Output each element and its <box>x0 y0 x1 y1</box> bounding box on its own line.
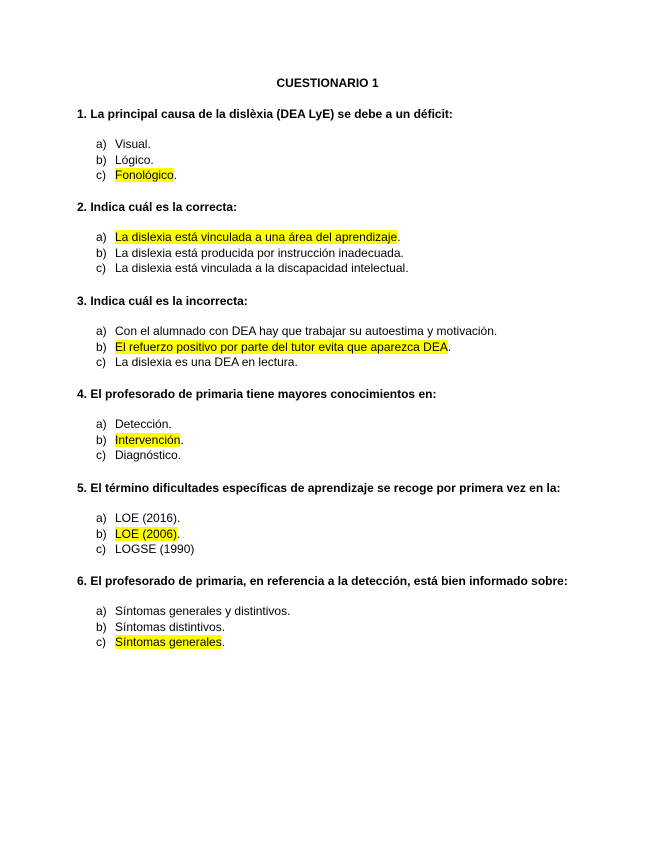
question-2-options <box>96 230 409 277</box>
option-letter: b) <box>96 245 107 260</box>
option-letter: b) <box>96 432 107 447</box>
option-letter: c) <box>96 448 106 463</box>
option-punctuation: . <box>221 619 226 634</box>
option-text-highlighted: Fonológico <box>115 168 174 183</box>
option-text: La dislexia está producida por instrucción inadecuada <box>115 245 401 260</box>
option-text: La dislexia es una DEA en lectura <box>115 355 295 370</box>
option-text: Síntomas distintivos <box>115 619 222 634</box>
document-title: CUESTIONARIO 1 <box>276 76 379 90</box>
answer-option <box>96 433 184 449</box>
option-punctuation: . <box>405 261 409 276</box>
answer-option <box>96 230 409 246</box>
option-letter: c) <box>96 261 106 276</box>
option-punctuation: . <box>168 417 172 431</box>
answer-option <box>96 324 497 340</box>
answer-option <box>96 527 194 543</box>
question-6-text: 6. El profesorado de primaria, en referencia a la detección, está bien informado sobre: <box>77 574 568 588</box>
option-punctuation: . <box>447 339 452 354</box>
question-3-options <box>96 324 497 371</box>
option-text: La dislexia está vinculada a la discapacidad intelectual <box>115 261 406 276</box>
option-punctuation: . <box>173 168 178 183</box>
option-text-highlighted: El refuerzo positivo por parte del tutor evita que aparezca DEA <box>115 339 448 354</box>
option-text-highlighted: Síntomas generales <box>115 635 222 650</box>
answer-option <box>96 604 290 620</box>
option-letter: c) <box>96 355 106 370</box>
option-punctuation: . <box>493 324 498 338</box>
option-text: Visual <box>115 137 148 151</box>
option-letter: c) <box>96 542 106 557</box>
option-punctuation: . <box>287 604 291 618</box>
option-punctuation: . <box>177 511 181 525</box>
answer-option <box>96 261 409 277</box>
option-letter: b) <box>96 526 107 541</box>
answer-option <box>96 542 194 558</box>
option-text: Síntomas generales y distintivos <box>115 604 288 618</box>
question-5-text: 5. El término dificultades específicas de aprendizaje se recoge por primera vez en la: <box>77 481 561 495</box>
question-5-options <box>96 511 194 558</box>
question-3-text: 3. Indica cuál es la incorrecta: <box>77 294 248 308</box>
answer-option <box>96 168 177 184</box>
option-text-highlighted: LOE (2006) <box>115 526 178 541</box>
option-text: LOE (2016) <box>115 511 178 525</box>
option-punctuation: . <box>177 448 182 463</box>
option-letter: a) <box>96 324 107 338</box>
option-text: Lógico <box>115 152 151 167</box>
question-2-text: 2. Indica cuál es la correcta: <box>77 200 238 214</box>
question-1-text: 1. La principal causa de la dislèxia (DEA LyE) se debe a un déficit: <box>77 107 453 121</box>
answer-option <box>96 355 497 371</box>
option-letter: a) <box>96 417 107 431</box>
option-text-highlighted: Intervención <box>115 432 181 447</box>
answer-option <box>96 635 290 651</box>
question-4-options <box>96 417 184 464</box>
option-letter: b) <box>96 152 107 167</box>
option-text: Diagnóstico <box>115 448 178 463</box>
option-letter: c) <box>96 168 106 183</box>
answer-option <box>96 448 184 464</box>
option-letter: a) <box>96 511 107 525</box>
option-punctuation: . <box>150 152 154 167</box>
question-6-options <box>96 604 290 651</box>
option-letter: a) <box>96 137 107 151</box>
option-punctuation: . <box>221 635 226 650</box>
answer-option <box>96 511 194 527</box>
option-text-highlighted: La dislexia está vinculada a una área del aprendizaje <box>115 230 398 244</box>
answer-option <box>96 417 184 433</box>
answer-option <box>96 620 290 636</box>
option-text: LOGSE (1990) <box>115 542 195 557</box>
option-letter: b) <box>96 339 107 354</box>
answer-option <box>96 340 497 356</box>
question-4-text: 4. El profesorado de primaria tiene mayores conocimientos en: <box>77 387 437 401</box>
option-punctuation: . <box>177 526 181 541</box>
option-text: Con el alumnado con DEA hay que trabajar su autoestima y motivación <box>115 324 494 338</box>
option-punctuation: . <box>180 432 184 447</box>
option-punctuation: . <box>400 245 404 260</box>
option-punctuation: . <box>147 137 151 151</box>
option-punctuation: . <box>397 230 401 244</box>
option-letter: a) <box>96 604 107 618</box>
answer-option <box>96 137 177 153</box>
answer-option <box>96 153 177 169</box>
option-letter: b) <box>96 619 107 634</box>
option-text: Detección <box>115 417 169 431</box>
answer-option <box>96 246 409 262</box>
option-punctuation: . <box>294 355 298 370</box>
option-letter: a) <box>96 230 107 244</box>
question-1-options <box>96 137 177 184</box>
option-letter: c) <box>96 635 106 650</box>
